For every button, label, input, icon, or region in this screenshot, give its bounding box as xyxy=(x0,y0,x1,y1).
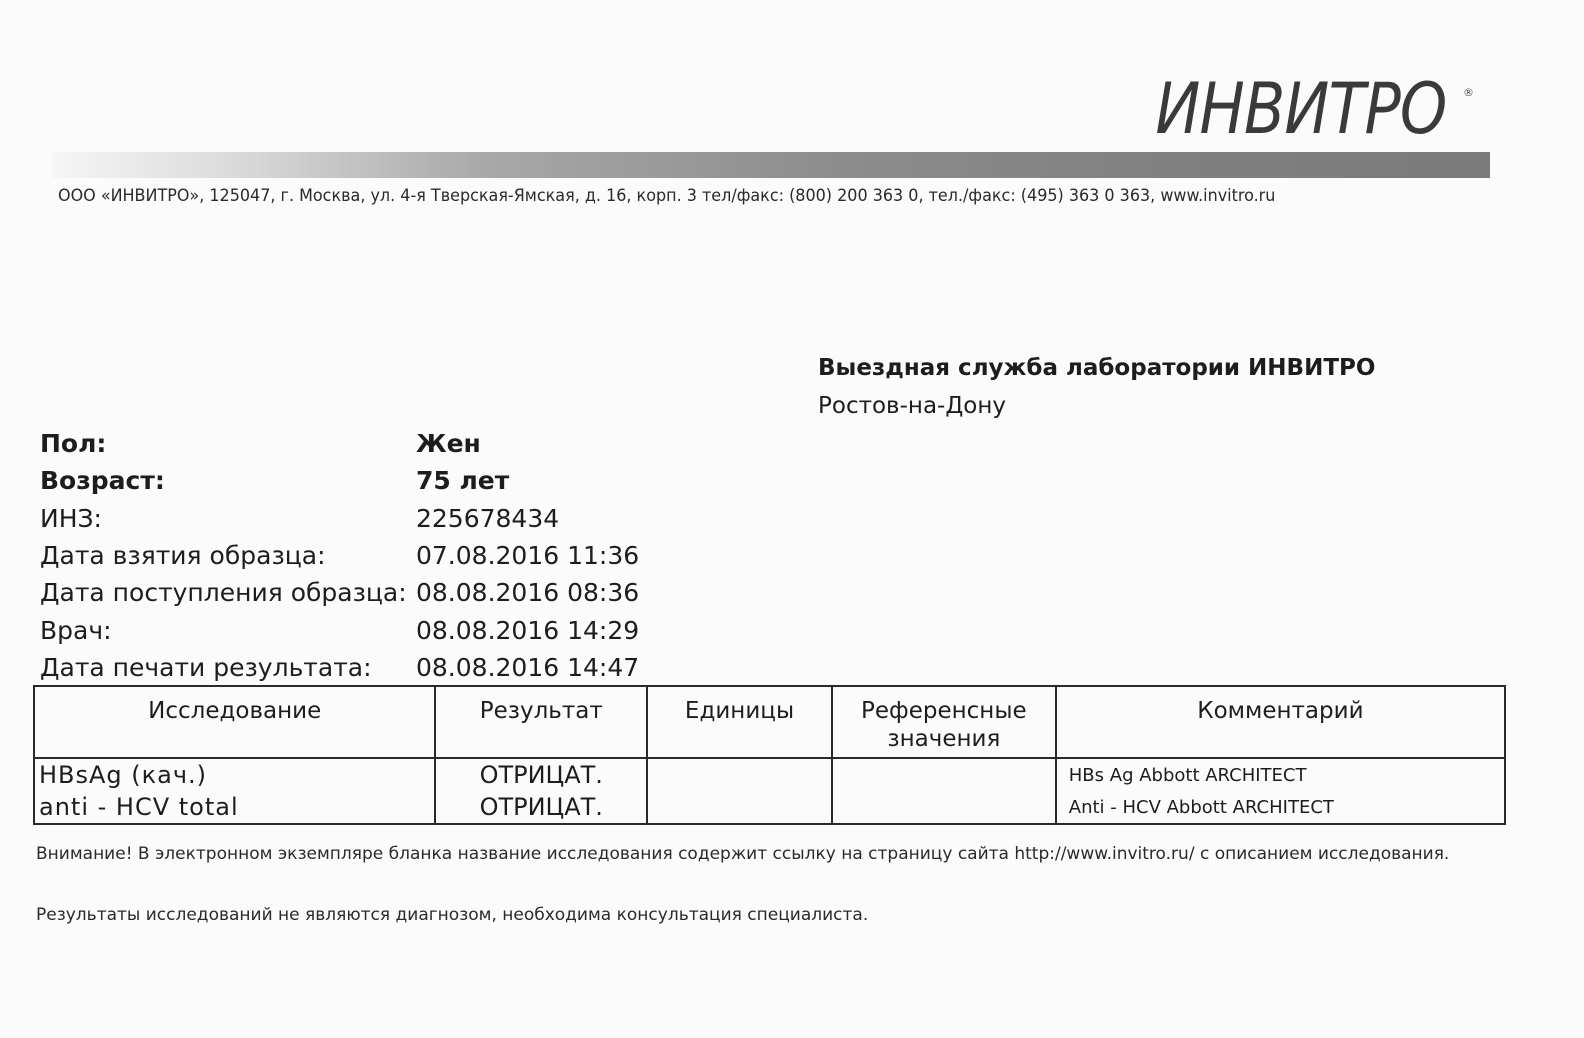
test-reference xyxy=(832,791,1056,824)
print-date-value: 08.08.2016 14:47 xyxy=(416,652,640,682)
header-reference-line2: значения xyxy=(887,726,1001,752)
header-reference xyxy=(832,686,1056,758)
sample-taken-value: 07.08.2016 11:36 xyxy=(416,541,640,571)
doctor-label: Врач: xyxy=(40,615,112,645)
header-units: Единицы xyxy=(647,686,832,758)
print-date-label: Дата печати результата: xyxy=(40,652,372,682)
info-row-sample-received xyxy=(40,574,639,611)
sex-label: Пол: xyxy=(40,429,107,459)
info-row-sample-taken xyxy=(40,537,639,574)
invitro-logo: ИНВИТРО xyxy=(1154,68,1446,150)
test-name[interactable]: anti - HCV total xyxy=(34,791,435,824)
age-value: 75 лет xyxy=(416,466,510,496)
header-comment: Комментарий xyxy=(1056,686,1505,758)
results-table xyxy=(33,685,1506,825)
service-block xyxy=(818,355,1375,419)
sample-received-label: Дата поступления образца: xyxy=(40,578,407,608)
disclaimer-note: Результаты исследований не являются диагнозом, необходима консультация специалиста. xyxy=(36,905,869,925)
test-units xyxy=(647,791,832,824)
test-result: ОТРИЦАТ. xyxy=(435,791,647,824)
test-reference xyxy=(832,758,1056,791)
header-result: Результат xyxy=(435,686,647,758)
table-row xyxy=(34,758,1505,791)
sample-received-value: 08.08.2016 08:36 xyxy=(416,578,640,608)
table-row xyxy=(34,791,1505,824)
doctor-value: 08.08.2016 14:29 xyxy=(416,615,640,645)
sex-value: Жен xyxy=(416,429,481,459)
inz-label: ИНЗ: xyxy=(40,503,102,533)
test-result: ОТРИЦАТ. xyxy=(435,758,647,791)
info-row-inz xyxy=(40,500,639,537)
inz-value: 225678434 xyxy=(416,503,560,533)
company-address: ООО «ИНВИТРО», 125047, г. Москва, ул. 4-я Тверская-Ямская, д. 16, корп. 3 тел/факс: (800) 200 363 0, тел./факс: (495) 363 0 363, www.invitro.ru xyxy=(58,186,1276,206)
info-row-sex xyxy=(40,425,639,462)
age-label: Возраст: xyxy=(40,466,165,496)
header-reference-line1: Референсные xyxy=(861,698,1027,724)
header-gradient-bar xyxy=(52,152,1490,178)
test-units xyxy=(647,758,832,791)
results-header-row xyxy=(34,686,1505,758)
service-city: Ростов-на-Дону xyxy=(818,393,1007,419)
info-row-age xyxy=(40,462,639,499)
info-row-doctor xyxy=(40,611,639,648)
header-test: Исследование xyxy=(34,686,435,758)
registered-mark: ® xyxy=(1463,86,1474,99)
test-comment: HBs Ag Abbott ARCHITECT xyxy=(1056,758,1505,791)
info-row-print-date xyxy=(40,649,639,686)
attention-note: Внимание! В электронном экземпляре бланка название исследования содержит ссылку на страницу сайта http://www.invitro.ru/ с описанием исследования. xyxy=(36,844,1450,864)
service-title: Выездная служба лаборатории ИНВИТРО xyxy=(818,355,1376,381)
test-comment: Anti - HCV Abbott ARCHITECT xyxy=(1056,791,1505,824)
sample-taken-label: Дата взятия образца: xyxy=(40,541,326,571)
test-name[interactable]: HBsAg (кач.) xyxy=(34,758,435,791)
patient-info xyxy=(40,425,639,686)
